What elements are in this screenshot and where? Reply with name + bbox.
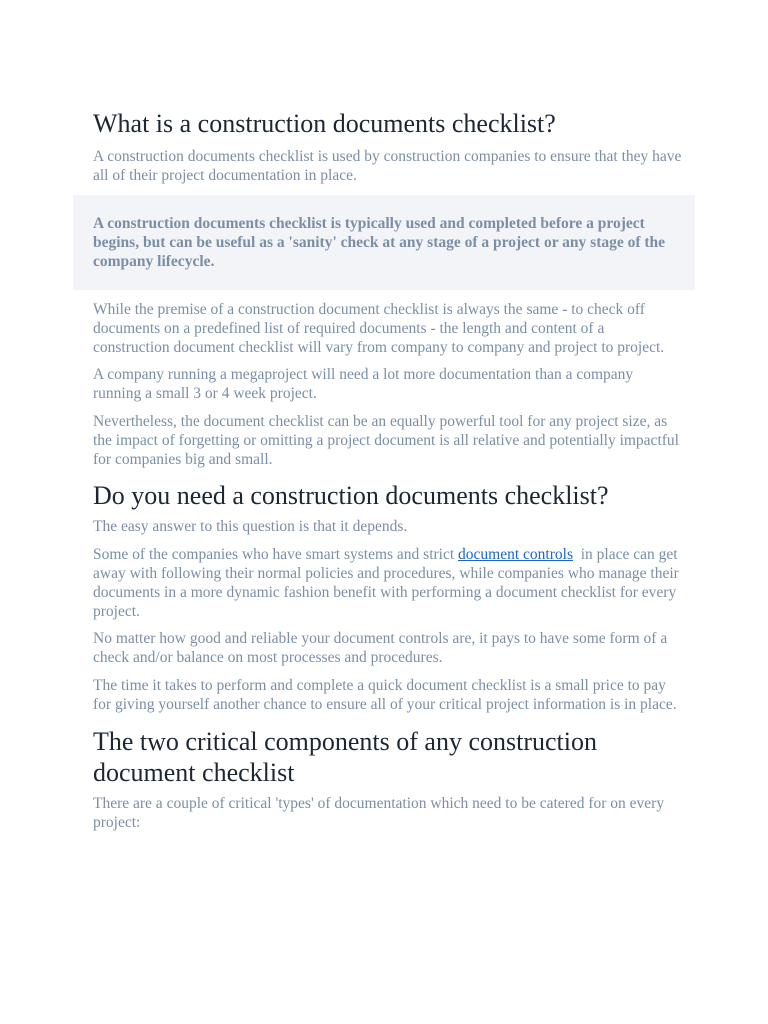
paragraph-time-it-takes: The time it takes to perform and complete a quick document checklist is a small price to pay for giving yourself another chance to ensure all of your critical project information is in place. [93,677,677,713]
article-body [93,108,683,832]
smart-systems-text-after: in place can get away with following their normal policies and procedures, while companies who manage their documents in a more dynamic fashion benefit with performing a document checklist for every project. [93,546,683,620]
paragraph-megaproject: A company running a megaproject will need a lot more documentation than a company running a small 3 or 4 week project. [93,366,634,402]
callout-box [73,195,695,290]
smart-systems-text-before: Some of the companies who have smart systems and strict [93,546,459,563]
paragraph-smart-systems [93,545,683,621]
callout-text: A construction documents checklist is typically used and completed before a project begins, but can be useful as a 'sanity' check at any stage of a project or any stage of the company lifecycle. [93,215,666,270]
paragraph-easy-answer: The easy answer to this question is that it depends. [93,518,408,535]
document-controls-link[interactable]: document controls [458,546,573,563]
paragraph-nevertheless: Nevertheless, the document checklist can be an equally powerful tool for any project size, as the impact of forgetting or omitting a project document is all relative and potentially impactful for companies big and small. [93,413,679,468]
section-heading-do-you-need: Do you need a construction documents checklist? [93,481,609,510]
paragraph-critical-types: There are a couple of critical 'types' of documentation which need to be catered for on every project: [93,795,665,831]
section-heading-what-is: What is a construction documents checklist? [93,109,556,138]
paragraph-no-matter: No matter how good and reliable your document controls are, it pays to have some form of a check and/or balance on most processes and procedures. [93,630,668,666]
paragraph-premise: While the premise of a construction document checklist is always the same - to check off documents on a predefined list of required documents - the length and content of a construction document checklist will vary from company to company and project to project. [93,301,665,356]
section-heading-two-components: The two critical components of any construction document checklist [93,727,597,787]
intro-paragraph: A construction documents checklist is used by construction companies to ensure that they have all of their project documentation in place. [93,148,682,184]
